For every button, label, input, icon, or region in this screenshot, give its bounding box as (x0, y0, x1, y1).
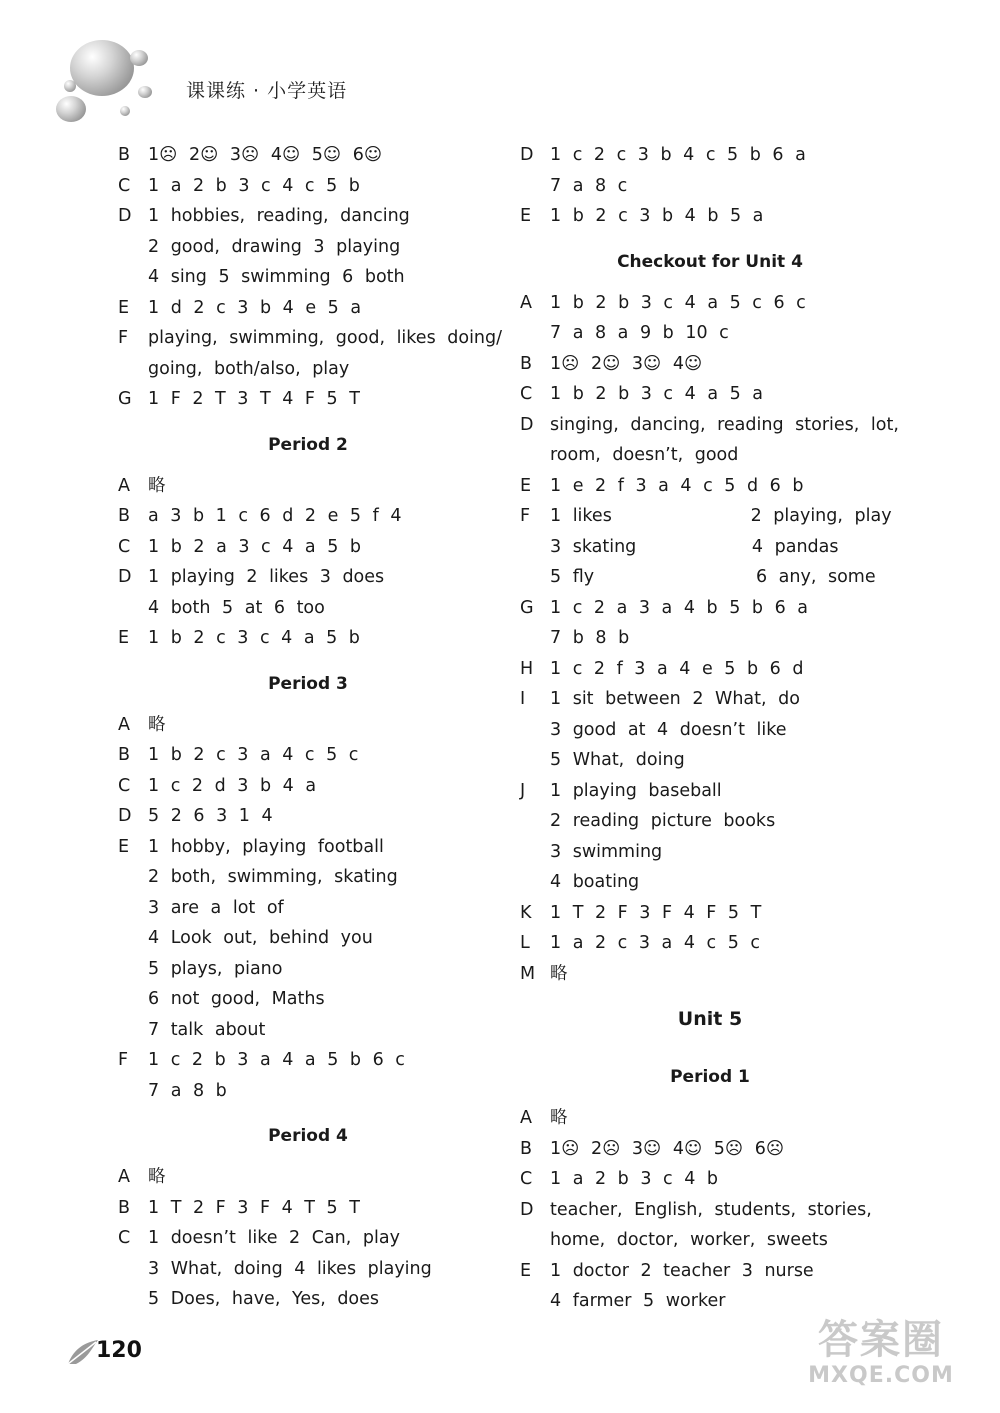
answer-text: 1 doesn’t like 2 Can, play (148, 1228, 400, 1248)
answer-line (520, 288, 900, 319)
answer-text: going, both/also, play (148, 358, 350, 379)
answer-line (118, 771, 498, 802)
answer-text: 5 What, doing (550, 750, 685, 770)
exercise-label: A (520, 292, 532, 313)
answer-line (520, 471, 900, 502)
answer-text: 4 boating (550, 872, 640, 892)
answer-text: 1 b 2 b 3 c 4 a 5 a (550, 384, 764, 404)
answer-text: teacher, English, students, stories, (550, 1199, 872, 1220)
exercise-label: C (118, 175, 131, 196)
exercise-label: D (118, 206, 132, 226)
answer-text: 7 a 8 b (148, 1080, 227, 1101)
answer-text: 略 (148, 475, 166, 496)
exercise-label: B (118, 506, 131, 526)
exercise-label: F (520, 506, 531, 526)
exercise-label: G (118, 389, 132, 409)
answer-line (520, 745, 900, 776)
answer-text: 1 hobbies, reading, dancing (148, 206, 410, 226)
answer-line (118, 171, 498, 202)
bubble-decoration-icon (56, 96, 86, 122)
answer-line (118, 1254, 498, 1285)
page-number: 120 (96, 1338, 142, 1363)
exercise-label: D (520, 1199, 534, 1220)
answer-text: 5 Does, have, Yes, does (148, 1289, 380, 1309)
bubble-decoration-icon (120, 106, 130, 116)
answer-text: 6 not good, Maths (148, 989, 325, 1009)
answer-text: singing, dancing, reading stories, lot, (550, 414, 899, 435)
answer-text: 1 likes 2 playing, play (550, 506, 892, 526)
answer-text: 1 b 2 c 3 a 4 c 5 c (148, 745, 359, 765)
answer-line (118, 1193, 498, 1224)
answer-text: 1 c 2 d 3 b 4 a (148, 775, 317, 796)
answer-line (118, 562, 498, 593)
answer-line (118, 740, 498, 771)
section-heading: Period 4 (268, 1126, 348, 1146)
answer-text: 4 both 5 at 6 too (148, 597, 325, 618)
exercise-label: E (118, 836, 130, 857)
answer-text: 7 talk about (148, 1019, 266, 1040)
answer-line (118, 862, 498, 893)
answer-line (520, 928, 900, 959)
answer-text: 略 (550, 1108, 568, 1128)
answer-text: 7 a 8 c (550, 175, 628, 196)
answer-text: 1 b 2 a 3 c 4 a 5 b (148, 536, 362, 557)
answer-line (520, 715, 900, 746)
answer-text: 1 sit between 2 What, do (550, 689, 800, 709)
answer-text: 1 d 2 c 3 b 4 e 5 a (148, 297, 362, 318)
section-heading: Unit 5 (677, 1008, 743, 1030)
answer-text: 3 good at 4 doesn’t like (550, 719, 787, 740)
exercise-label: A (118, 475, 130, 496)
answer-line (520, 837, 900, 868)
exercise-label: G (520, 597, 534, 618)
answer-text: 4 sing 5 swimming 6 both (148, 267, 405, 287)
watermark (786, 1317, 976, 1397)
answer-line (520, 140, 900, 171)
answer-text: 1 T 2 F 3 F 4 T 5 T (148, 1197, 360, 1218)
answer-line (118, 1284, 498, 1315)
answer-text: 1 playing 2 likes 3 does (148, 567, 385, 587)
exercise-label: F (118, 328, 129, 348)
answer-line (520, 171, 900, 202)
leaf-icon (66, 1338, 100, 1368)
section-heading: Period 1 (670, 1067, 750, 1087)
exercise-label: F (118, 1050, 129, 1070)
exercise-label: C (520, 384, 533, 404)
header-title: 课课练 · 小学英语 (186, 80, 348, 102)
answer-line (520, 898, 900, 929)
answer-line (520, 349, 900, 380)
answer-line (118, 1162, 498, 1193)
answer-line (118, 1045, 498, 1076)
answer-line (520, 379, 900, 410)
answer-line (520, 1225, 900, 1256)
answer-text: 1 a 2 b 3 c 4 b (550, 1169, 719, 1189)
exercise-label: I (520, 689, 526, 709)
answer-text: 3 skating 4 pandas (550, 536, 839, 557)
answer-text: 2 reading picture books (550, 811, 776, 831)
answer-text: 略 (148, 714, 166, 735)
exercise-label: D (118, 567, 132, 587)
exercise-label: C (118, 536, 131, 557)
answer-text: 1 c 2 b 3 a 4 a 5 b 6 c (148, 1050, 405, 1070)
exercise-label: E (118, 297, 130, 318)
answer-text: 3 are a lot of (148, 897, 284, 918)
answer-line (118, 984, 498, 1015)
exercise-label: E (520, 475, 532, 496)
answer-line (118, 893, 498, 924)
answer-line (118, 1076, 498, 1107)
answer-line (118, 1015, 498, 1046)
answer-text: 4 farmer 5 worker (550, 1291, 726, 1311)
answer-text: playing, swimming, good, likes doing/ (148, 328, 503, 348)
answer-text: 1 T 2 F 3 F 4 F 5 T (550, 902, 762, 923)
exercise-label: D (118, 806, 132, 826)
answer-line (118, 801, 498, 832)
answer-line (118, 323, 503, 354)
answer-text: 5 fly 6 any, some (550, 567, 876, 587)
exercise-label: A (118, 714, 130, 735)
watermark-logo-text: 答案圈 (818, 1317, 944, 1363)
exercise-label: D (520, 145, 534, 165)
answer-line (118, 140, 498, 171)
answer-line (520, 1195, 900, 1226)
answer-text: 1 c 2 c 3 b 4 c 5 b 6 a (550, 145, 806, 165)
answer-line (118, 832, 498, 863)
answer-line (118, 384, 498, 415)
answer-line (520, 532, 900, 563)
answer-text: 略 (550, 963, 568, 984)
answer-text: 1 c 2 a 3 a 4 b 5 b 6 a (550, 597, 809, 618)
answer-line (520, 562, 900, 593)
exercise-label: D (520, 414, 534, 435)
answer-line (118, 954, 498, 985)
exercise-label: A (118, 1167, 130, 1187)
exercise-label: B (118, 145, 131, 165)
answer-line (520, 776, 900, 807)
answer-text: 1☹ 2☹ 3☺ 4☺ 5☹ 6☹ (550, 1138, 785, 1159)
answer-line (118, 532, 498, 563)
exercise-label: K (520, 902, 532, 923)
answer-text: 1 a 2 b 3 c 4 c 5 b (148, 175, 360, 196)
answer-line (520, 593, 900, 624)
answer-line (520, 623, 900, 654)
answer-line (520, 654, 900, 685)
answer-text: 1 playing baseball (550, 780, 722, 801)
answer-line (520, 1164, 900, 1195)
answer-text: 略 (148, 1167, 166, 1187)
section-heading: Period 3 (268, 673, 348, 694)
answer-text: 1 a 2 c 3 a 4 c 5 c (550, 933, 761, 953)
answer-text: 2 good, drawing 3 playing (148, 236, 401, 257)
exercise-label: J (520, 780, 526, 801)
answer-line (520, 684, 900, 715)
exercise-label: A (520, 1108, 532, 1128)
exercise-label: B (118, 1197, 131, 1218)
answer-text: 1 F 2 T 3 T 4 F 5 T (148, 389, 360, 409)
bubble-decoration-icon (138, 86, 152, 98)
answer-text: 1 b 2 c 3 c 4 a 5 b (148, 628, 360, 648)
answer-text: 1 b 2 c 3 b 4 b 5 a (550, 206, 764, 226)
exercise-label: E (520, 1260, 532, 1281)
answer-text: 1☹ 2☺ 3☺ 4☺ (550, 353, 703, 374)
answer-text: 1 hobby, playing football (148, 836, 384, 857)
answer-line (118, 710, 498, 741)
answer-line (118, 201, 498, 232)
exercise-label: B (520, 1138, 533, 1159)
bubble-decoration-icon (70, 40, 134, 96)
answer-text: 3 What, doing 4 likes playing (148, 1258, 432, 1279)
page-header (0, 0, 1000, 140)
answer-line (118, 293, 498, 324)
answer-line (118, 923, 498, 954)
answer-line (520, 806, 900, 837)
bubble-decoration-icon (130, 50, 148, 66)
answer-text: 3 swimming (550, 841, 663, 862)
watermark-url: MXQE.COM (808, 1363, 954, 1388)
exercise-label: C (520, 1169, 533, 1189)
answer-text: 1 c 2 f 3 a 4 e 5 b 6 d (550, 658, 804, 679)
exercise-label: L (520, 933, 530, 953)
exercise-label: M (520, 963, 536, 984)
answer-text: 1☹ 2☺ 3☹ 4☺ 5☺ 6☺ (148, 145, 383, 165)
answer-text: 1 b 2 b 3 c 4 a 5 c 6 c (550, 292, 806, 313)
answer-text: 1 doctor 2 teacher 3 nurse (550, 1260, 814, 1281)
exercise-label: B (118, 745, 131, 765)
answer-text: 4 Look out, behind you (148, 928, 373, 948)
answer-text: 5 plays, piano (148, 958, 283, 979)
exercise-label: B (520, 353, 533, 374)
answer-line (118, 232, 498, 263)
answer-line (520, 201, 900, 232)
answer-line (520, 1134, 900, 1165)
answer-line (520, 1256, 900, 1287)
answer-line (520, 867, 900, 898)
answer-text: a 3 b 1 c 6 d 2 e 5 f 4 (148, 506, 402, 526)
answer-text: room, doesn’t, good (550, 445, 739, 465)
answer-line (520, 440, 900, 471)
answer-text: 1 e 2 f 3 a 4 c 5 d 6 b (550, 475, 804, 496)
bubble-decoration-icon (64, 80, 76, 92)
answer-column-left (118, 140, 503, 1315)
answer-line (520, 410, 900, 441)
exercise-label: E (118, 628, 130, 648)
answer-text: 5 2 6 3 1 4 (148, 806, 273, 826)
answer-line (520, 318, 900, 349)
exercise-label: C (118, 1228, 131, 1248)
exercise-label: H (520, 658, 534, 679)
section-heading: Checkout for Unit 4 (617, 251, 803, 272)
answer-text: 7 b 8 b (550, 628, 630, 648)
answer-line (118, 593, 498, 624)
exercise-label: C (118, 775, 131, 796)
answer-text: 2 both, swimming, skating (148, 867, 398, 887)
answer-line (118, 623, 498, 654)
answer-line (520, 1286, 900, 1317)
answer-line (118, 354, 498, 385)
answer-line (118, 471, 498, 502)
answer-text: home, doctor, worker, sweets (550, 1230, 828, 1250)
answer-line (118, 262, 498, 293)
section-heading: Period 2 (268, 434, 348, 455)
answer-column-right (520, 140, 900, 1317)
answer-line (520, 1103, 900, 1134)
answer-line (118, 1223, 498, 1254)
answer-line (520, 959, 900, 990)
answer-text: 7 a 8 a 9 b 10 c (550, 323, 729, 343)
answer-line (118, 501, 498, 532)
answer-line (520, 501, 900, 532)
exercise-label: E (520, 206, 532, 226)
